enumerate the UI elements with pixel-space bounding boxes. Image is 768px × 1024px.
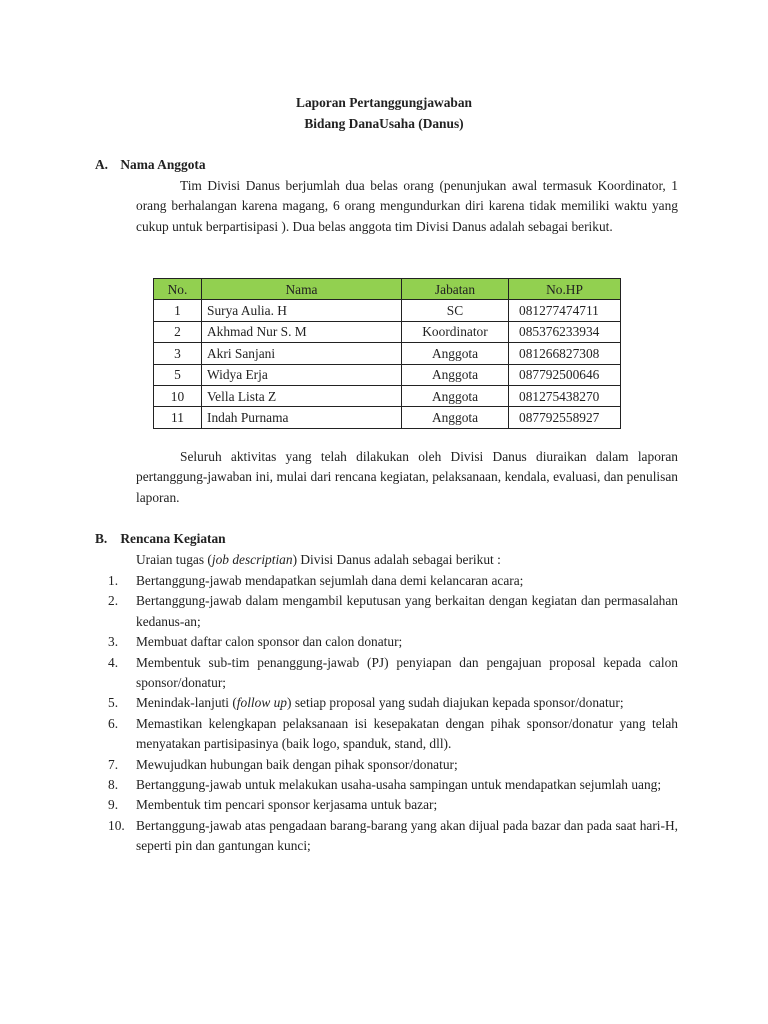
cell-nohp: 087792558927 <box>509 407 621 428</box>
list-number: 1. <box>108 573 119 588</box>
table-row <box>154 385 621 406</box>
cell-no: 10 <box>154 385 202 406</box>
table-row <box>154 321 621 342</box>
list-number: 9. <box>108 797 119 813</box>
header-jabatan: Jabatan <box>402 279 509 300</box>
header-no: No. <box>154 279 202 300</box>
members-table <box>153 278 621 429</box>
list-text: Mewujudkan hubungan baik dengan pihak sponsor/donatur; <box>136 756 458 772</box>
section-b-heading <box>95 529 226 549</box>
list-item <box>108 775 678 795</box>
cell-jabatan: Anggota <box>402 407 509 428</box>
list-text: Bertanggung-jawab atas pengadaan barang-barang yang akan dijual pada bazar dan pada saat hari-H, seperti pin dan gantungan kunci; <box>136 817 678 854</box>
cell-nohp: 081277474711 <box>509 300 621 321</box>
cell-no: 5 <box>154 364 202 385</box>
task-list <box>108 571 678 857</box>
list-number: 10. <box>108 817 125 833</box>
list-text: Membentuk sub-tim penanggung-jawab (PJ) penyiapan dan pengajuan proposal kepada calon sponsor/donatur; <box>136 654 678 691</box>
section-b-intro: Uraian tugas (job descriptian) Divisi Danus adalah sebagai berikut : <box>136 552 501 567</box>
list-number: 4. <box>108 654 119 670</box>
list-item <box>108 693 678 713</box>
header-nohp: No.HP <box>509 279 621 300</box>
cell-no: 11 <box>154 407 202 428</box>
table-row <box>154 300 621 321</box>
cell-nama: Surya Aulia. H <box>202 300 402 321</box>
list-item <box>108 632 678 652</box>
section-b-title: Rencana Kegiatan <box>120 531 226 546</box>
section-a-title: Nama Anggota <box>120 157 206 172</box>
list-text: Bertanggung-jawab untuk melakukan usaha-usaha sampingan untuk mendapatkan sejumlah uang; <box>136 777 662 793</box>
table-header-row <box>154 279 621 300</box>
list-number: 5. <box>108 695 119 711</box>
list-item <box>108 755 678 775</box>
header-nama: Nama <box>202 279 402 300</box>
section-a-heading <box>95 155 206 175</box>
list-item <box>108 816 678 857</box>
list-number: 6. <box>108 715 119 731</box>
cell-no: 2 <box>154 321 202 342</box>
cell-jabatan: SC <box>402 300 509 321</box>
cell-nohp: 081266827308 <box>509 343 621 364</box>
section-a-number: A. <box>95 157 109 172</box>
cell-nama: Indah Purnama <box>202 407 402 428</box>
document-title: Laporan Pertanggungjawaban <box>296 95 472 110</box>
list-number: 7. <box>108 756 119 772</box>
cell-nama: Vella Lista Z <box>202 385 402 406</box>
section-a-paragraph: Tim Divisi Danus berjumlah dua belas orang (penunjukan awal termasuk Koordinator, 1 orang berhalangan karena magang, 6 orang mengundurkan diri karena tidak memiliki waktu yang cukup untuk berpartisipasi ). Dua belas anggota tim Divisi Danus adalah sebagai berikut. <box>136 178 678 234</box>
list-text: Membentuk tim pencari sponsor kerjasama untuk bazar; <box>136 797 438 813</box>
list-item <box>108 571 678 591</box>
cell-jabatan: Anggota <box>402 364 509 385</box>
cell-nama: Akri Sanjani <box>202 343 402 364</box>
list-item <box>108 591 678 632</box>
list-text: Bertanggung-jawab dalam mengambil keputusan yang berkaitan dengan kegiatan dan permasalahan kedanus-an; <box>136 593 678 629</box>
section-a-closing-paragraph: Seluruh aktivitas yang telah dilakukan oleh Divisi Danus diuraikan dalam laporan pertanggung-jawaban ini, mulai dari rencana kegiatan, pelaksanaan, kendala, evaluasi, dan penulisan laporan. <box>136 449 678 505</box>
table-row <box>154 364 621 385</box>
section-b-number: B. <box>95 531 108 546</box>
table-row <box>154 407 621 428</box>
cell-nohp: 081275438270 <box>509 385 621 406</box>
cell-no: 1 <box>154 300 202 321</box>
list-number: 3. <box>108 634 119 650</box>
cell-nama: Akhmad Nur S. M <box>202 321 402 342</box>
list-text: Bertanggung-jawab mendapatkan sejumlah dana demi kelancaran acara; <box>136 573 524 588</box>
document-subtitle: Bidang DanaUsaha (Danus) <box>304 116 464 131</box>
cell-jabatan: Koordinator <box>402 321 509 342</box>
list-item <box>108 714 678 755</box>
list-item <box>108 795 678 815</box>
list-number: 8. <box>108 777 119 793</box>
cell-jabatan: Anggota <box>402 343 509 364</box>
list-text: Menindak-lanjuti (follow up) setiap proposal yang sudah diajukan kepada sponsor/donatur; <box>136 695 624 711</box>
cell-nama: Widya Erja <box>202 364 402 385</box>
cell-nohp: 087792500646 <box>509 364 621 385</box>
cell-no: 3 <box>154 343 202 364</box>
table-row <box>154 343 621 364</box>
list-number: 2. <box>108 593 119 609</box>
list-item <box>108 653 678 694</box>
list-text: Membuat daftar calon sponsor dan calon donatur; <box>136 634 403 650</box>
list-text: Memastikan kelengkapan pelaksanaan isi kesepakatan dengan pihak sponsor/donatur yang telah menyatakan partisipasinya (baik logo, spanduk, stand, dll). <box>136 715 678 752</box>
cell-jabatan: Anggota <box>402 385 509 406</box>
cell-nohp: 085376233934 <box>509 321 621 342</box>
